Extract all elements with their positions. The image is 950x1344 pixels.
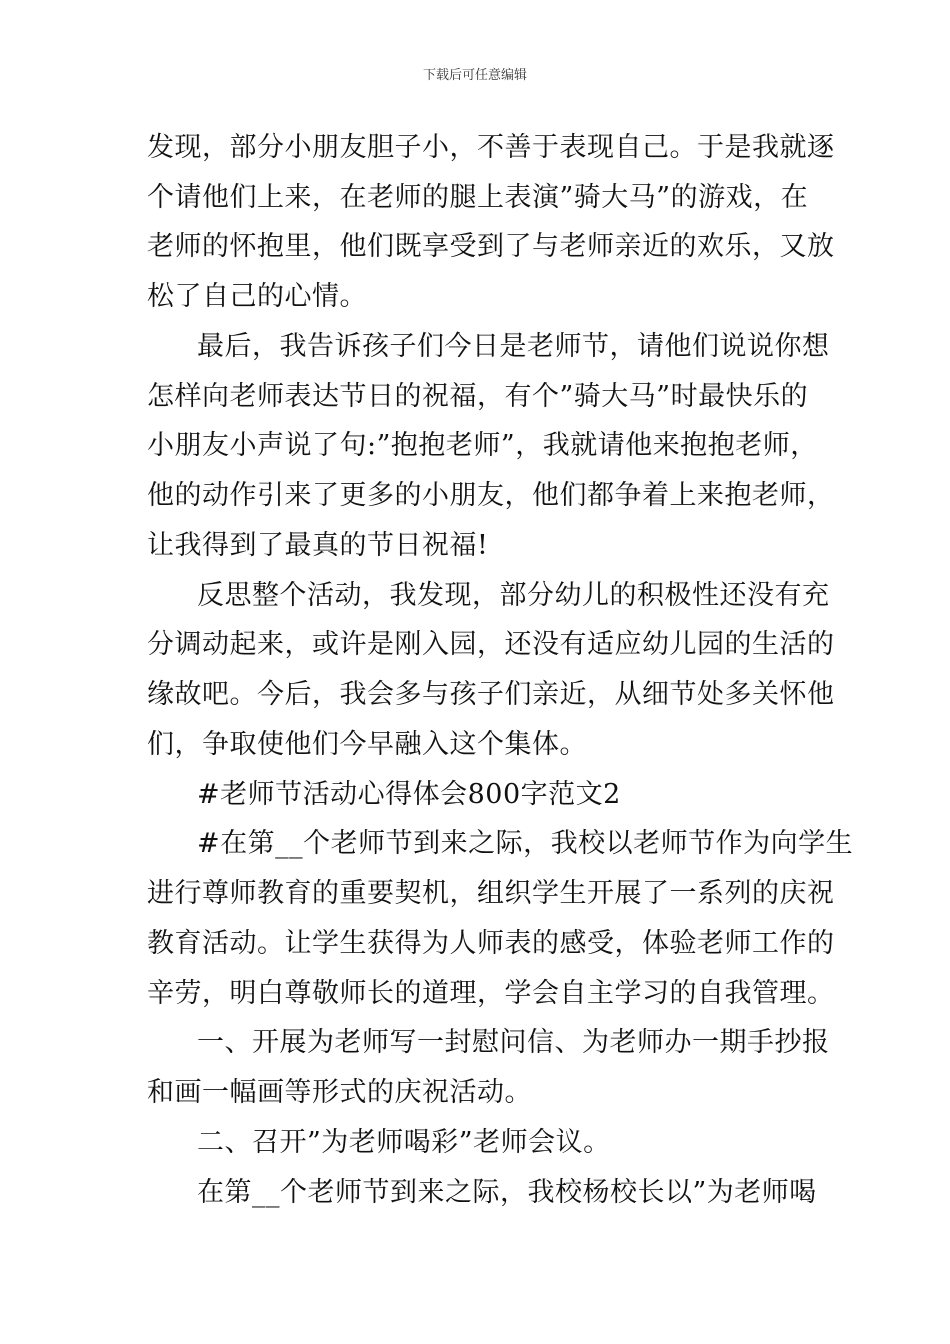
text-line: 二、召开”为老师喝彩”老师会议。 <box>197 1127 611 1158</box>
text-line: 个请他们上来，在老师的腿上表演”骑大马”的游戏，在 <box>147 182 809 213</box>
text-line: 老师的怀抱里，他们既享受到了与老师亲近的欢乐，又放 <box>147 231 835 262</box>
text-line: 让我得到了最真的节日祝福! <box>147 530 489 561</box>
section-heading: #老师节活动心得体会800字范文2 <box>197 779 621 810</box>
text-line: 松了自己的心情。 <box>147 281 367 312</box>
text-line: 在第__个老师节到来之际，我校杨校长以”为老师喝 <box>197 1177 817 1208</box>
text-line: 反思整个活动，我发现，部分幼儿的积极性还没有充 <box>197 580 830 611</box>
page-header: 下载后可任意编辑 <box>422 68 527 83</box>
text-line: 最后，我告诉孩子们今日是老师节，请他们说说你想 <box>197 331 830 362</box>
text-line: 发现，部分小朋友胆子小，不善于表现自己。于是我就逐 <box>147 132 835 163</box>
text-line: 一、开展为老师写一封慰问信、为老师办一期手抄报 <box>197 1027 830 1058</box>
text-line: #在第__个老师节到来之际，我校以老师节作为向学生 <box>197 828 854 859</box>
text-line: 怎样向老师表达节日的祝福，有个”骑大马”时最快乐的 <box>147 381 809 412</box>
text-line: 他的动作引来了更多的小朋友，他们都争着上来抱老师， <box>147 480 835 511</box>
text-line: 和画一幅画等形式的庆祝活动。 <box>147 1077 532 1108</box>
text-line: 教育活动。让学生获得为人师表的感受，体验老师工作的 <box>147 928 835 959</box>
text-line: 辛劳，明白尊敬师长的道理，学会自主学习的自我管理。 <box>147 978 835 1009</box>
text-line: 们，争取使他们今早融入这个集体。 <box>147 729 587 760</box>
text-line: 分调动起来，或许是刚入园，还没有适应幼儿园的生活的 <box>147 629 835 660</box>
text-line: 小朋友小声说了句:”抱抱老师”，我就请他来抱抱老师， <box>147 430 818 461</box>
text-line: 进行尊师教育的重要契机，组织学生开展了一系列的庆祝 <box>147 878 835 909</box>
text-line: 缘故吧。今后，我会多与孩子们亲近，从细节处多关怀他 <box>147 679 835 710</box>
